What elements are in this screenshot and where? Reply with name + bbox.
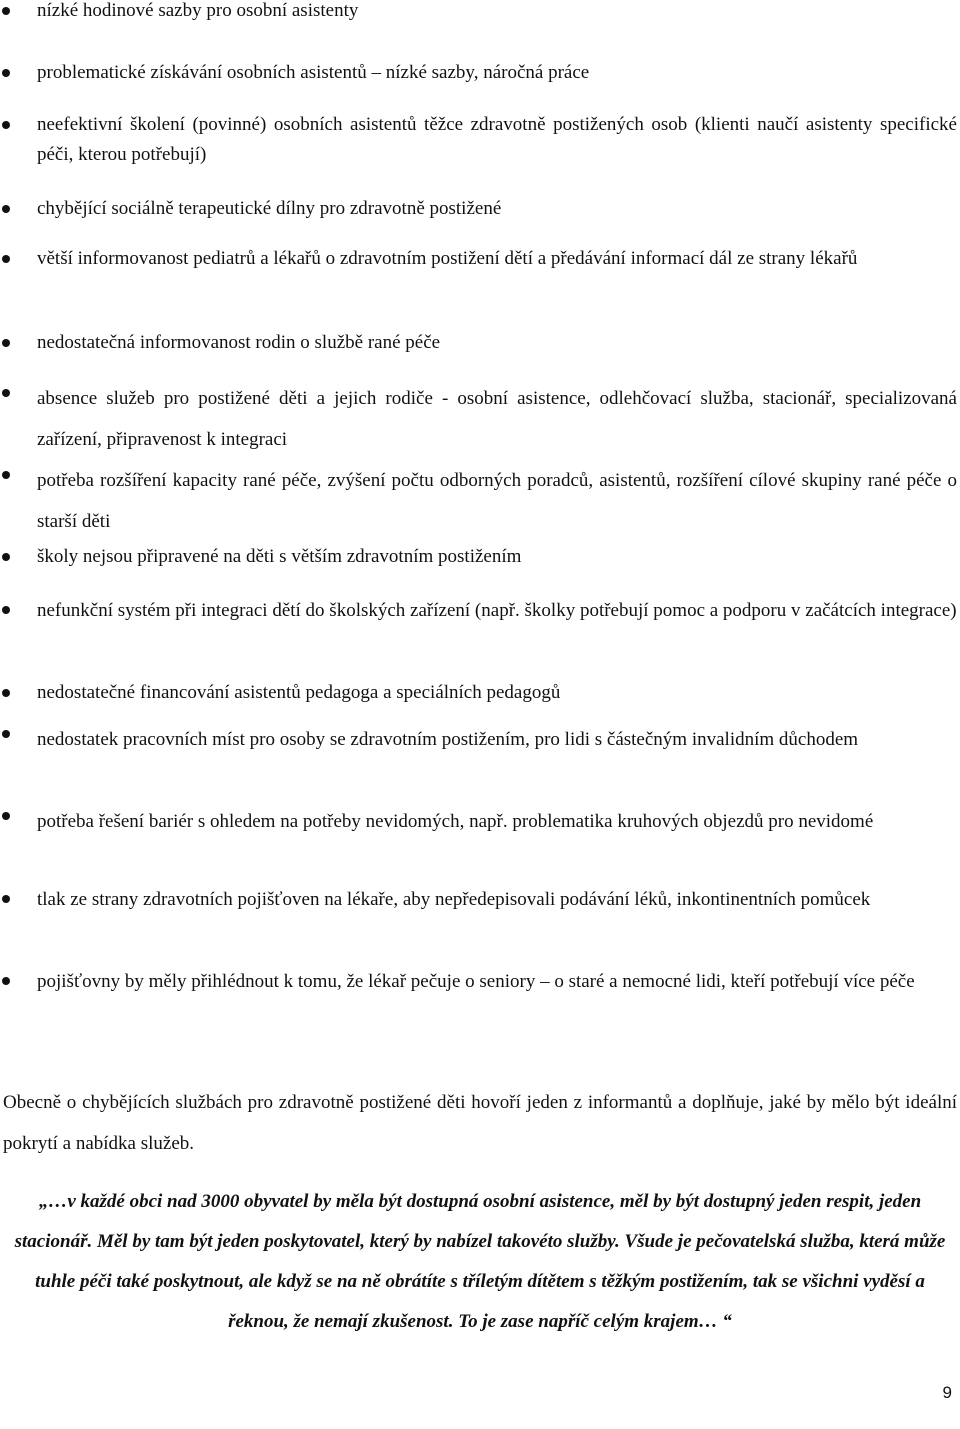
bullet-icon xyxy=(2,389,10,397)
list-item-text: větší informovanost pediatrů a lékařů o zdravotním postižení dětí a předávání informací dál ze strany lékařů xyxy=(37,248,858,269)
bullet-icon xyxy=(2,471,10,479)
list-item-text: školy nejsou připravené na děti s větším zdravotním postižením xyxy=(37,546,522,567)
list-item-text: potřeba řešení bariér s ohledem na potřeby nevidomých, např. problematika kruhových objezdů pro nevidomé xyxy=(37,811,874,832)
list-item-text: problematické získávání osobních asistentů – nízké sazby, náročná práce xyxy=(37,62,590,83)
list-item-text: neefektivní školení (povinné) osobních asistentů těžce zdravotně postižených osob (klienti naučí asistenty specifické péči, kterou potřebují) xyxy=(37,114,957,165)
bullet-icon xyxy=(2,895,10,903)
bullet-icon xyxy=(2,339,10,347)
bullet-icon xyxy=(2,730,10,738)
body-paragraph: Obecně o chybějících službách pro zdravotně postižené děti hovoří jeden z informantů a doplňuje, jaké by mělo být ideální pokrytí a nabídka služeb. xyxy=(3,1092,957,1154)
list-item-text: nedostatečné financování asistentů pedagoga a speciálních pedagogů xyxy=(37,682,561,703)
bullet-icon xyxy=(2,553,10,561)
bullet-icon xyxy=(2,689,10,697)
page-number: 9 xyxy=(942,1383,952,1402)
bullet-icon xyxy=(2,205,10,213)
list-item-text: nedostatek pracovních míst pro osoby se zdravotním postižením, pro lidi s částečným invalidním důchodem xyxy=(37,729,859,750)
list-item-text: nefunkční systém při integraci dětí do školských zařízení (např. školky potřebují pomoc a podporu v začátcích integrace) xyxy=(37,600,957,621)
bullet-icon xyxy=(2,7,10,15)
interview-quote: „…v každé obci nad 3000 obyvatel by měla být dostupná osobní asistence, měl by být dostupný jeden respit, jeden stacionář. Měl by tam být jeden poskytovatel, který by nabízel takovéto služby. Všude je pečovatelská služba, která může tuhle péči také poskytnout, ale když se na ně obrátíte s tříletým dítětem s těžkým postižením, tak se všichni vyděsí a řeknou, že nemají zkušenost. To je zase napříč celým krajem… “ xyxy=(14,1191,946,1332)
list-item-text: potřeba rozšíření kapacity rané péče, zvýšení počtu odborných poradců, asistentů, rozšíření cílové skupiny rané péče o starší děti xyxy=(37,470,957,532)
list-item-text: pojišťovny by měly přihlédnout k tomu, že lékař pečuje o seniory – o staré a nemocné lidi, kteří potřebují více péče xyxy=(37,971,915,992)
bullet-icon xyxy=(2,606,10,614)
list-item-text: nedostatečná informovanost rodin o službě rané péče xyxy=(37,332,441,353)
bullet-icon xyxy=(2,69,10,77)
list-item-text: chybějící sociálně terapeutické dílny pro zdravotně postižené xyxy=(37,198,502,219)
bullet-icon xyxy=(2,977,10,985)
bullet-icon xyxy=(2,255,10,263)
bullet-icon xyxy=(2,121,10,129)
list-item-text: tlak ze strany zdravotních pojišťoven na lékaře, aby nepředepisovali podávání léků, inkontinentních pomůcek xyxy=(37,889,871,910)
bullet-icon xyxy=(2,812,10,820)
list-item-text: absence služeb pro postižené děti a jejich rodiče - osobní asistence, odlehčovací služba, stacionář, specializovaná zařízení, připravenost k integraci xyxy=(37,388,957,450)
list-item-text: nízké hodinové sazby pro osobní asistenty xyxy=(37,0,359,21)
